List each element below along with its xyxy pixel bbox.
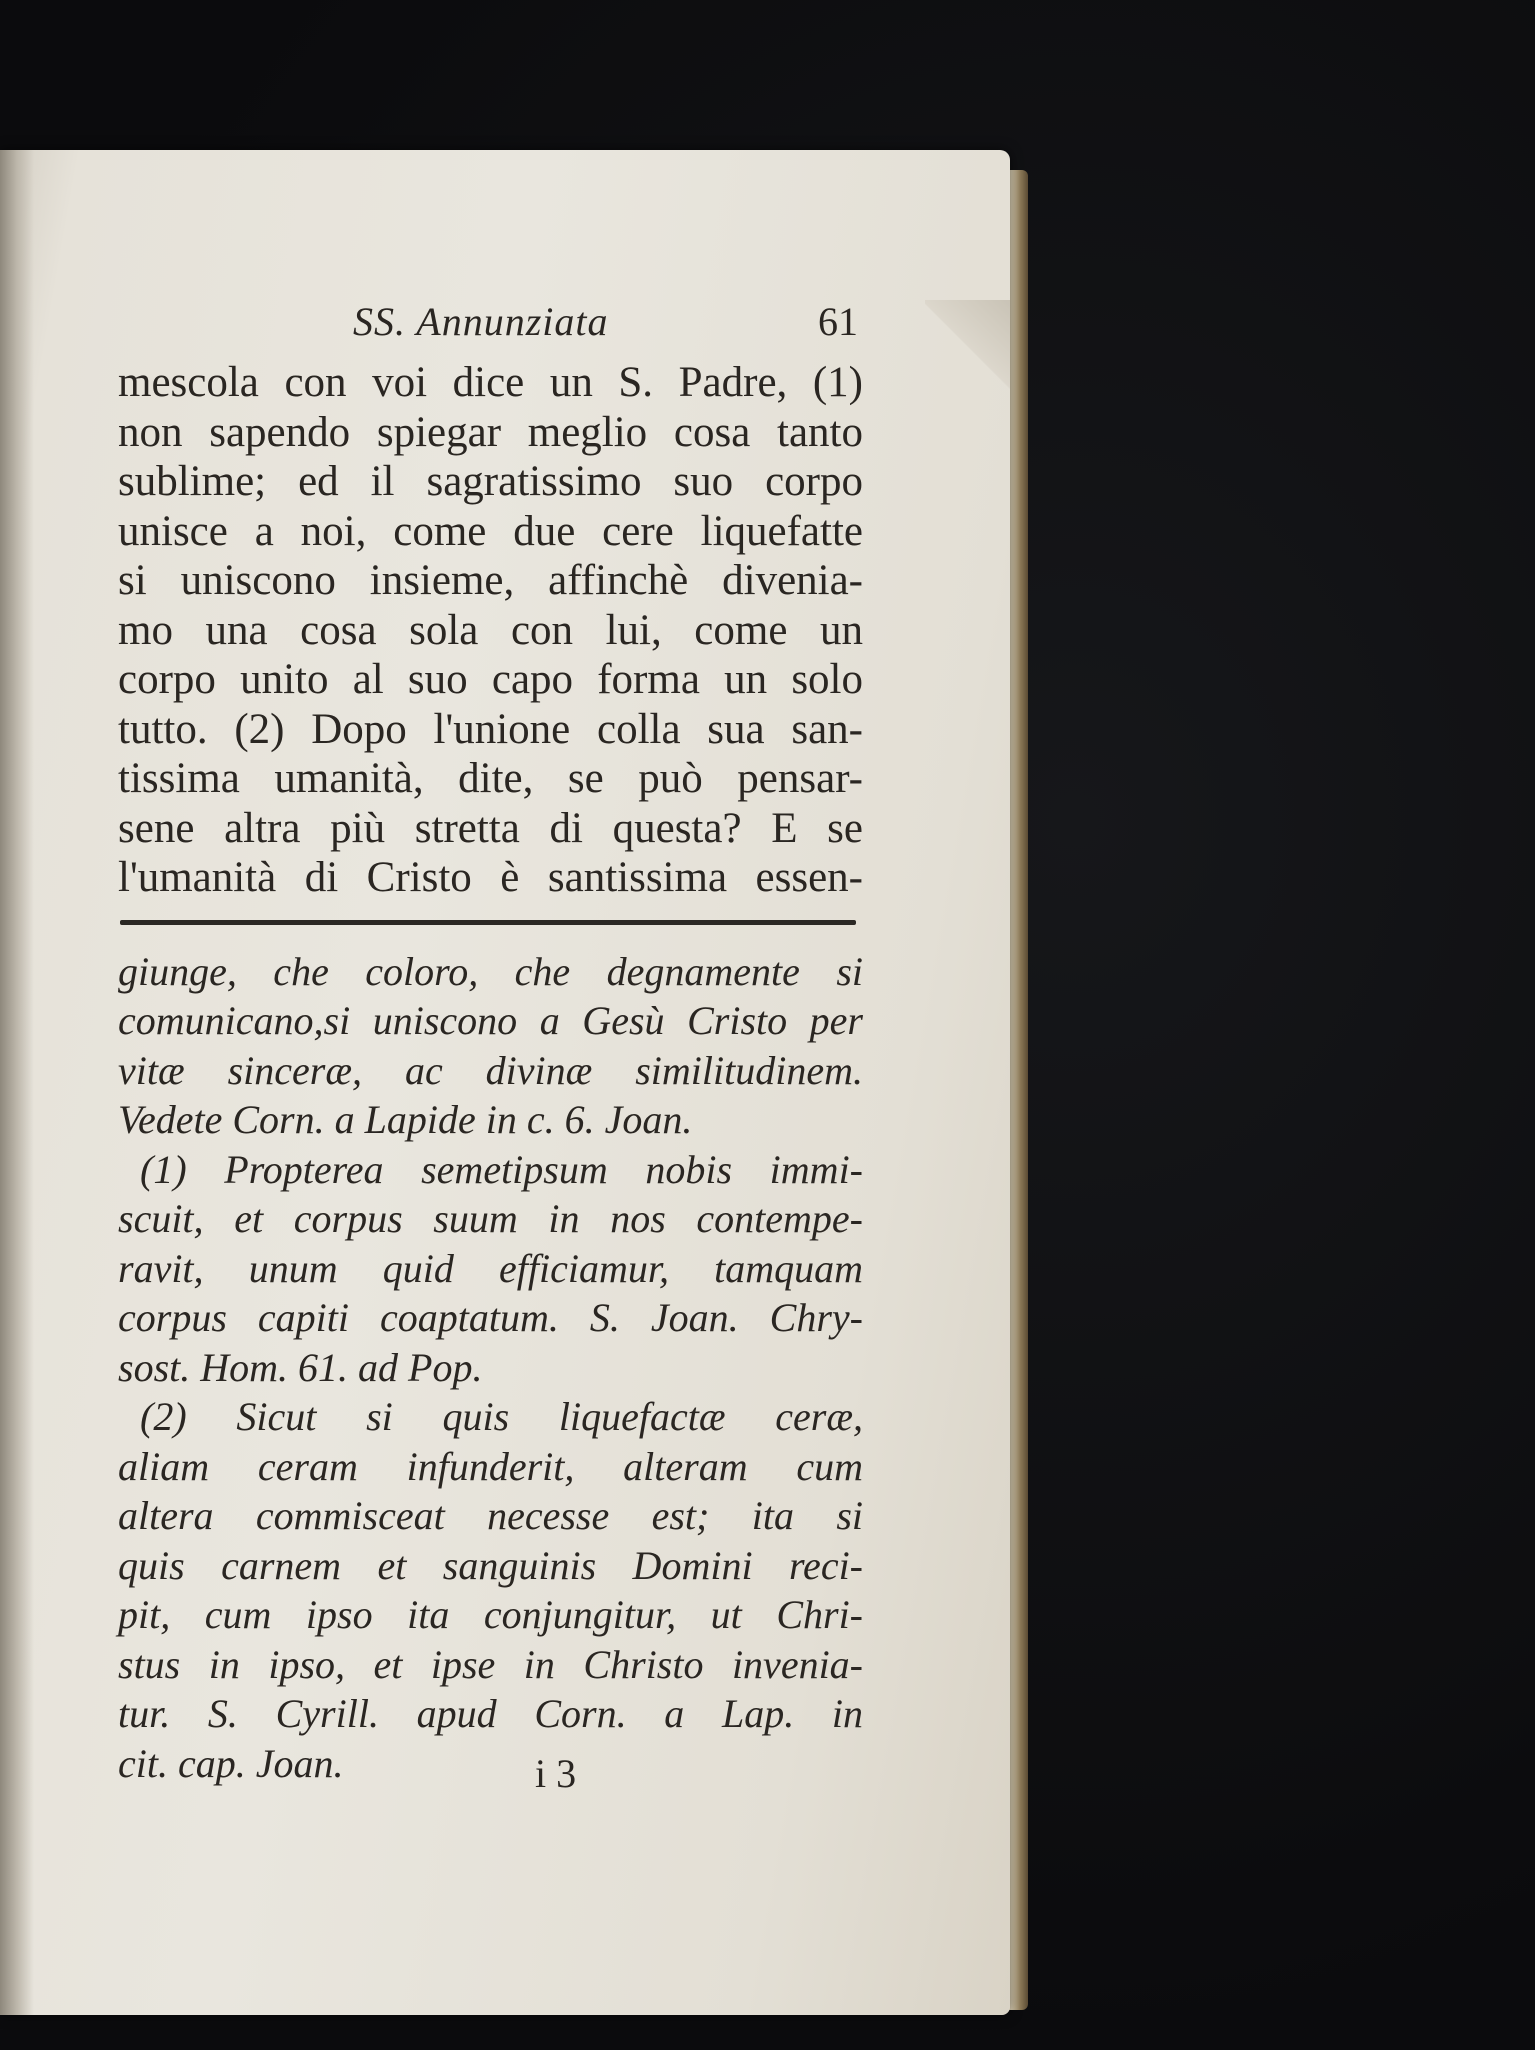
footnote-line: sost. Hom. 61. ad Pop. — [118, 1344, 483, 1390]
main-text-line: tissima umanità, dite, se può pensar- — [118, 755, 863, 802]
footnote-1 — [118, 1145, 863, 1393]
main-text-line: unisce a noi, come due cere liquefatte — [118, 507, 863, 555]
footnote-line: stus in ipso, et ipse in Christo invenia- — [118, 1641, 863, 1687]
footnote-separator-rule — [120, 920, 856, 925]
footnote-line: vitæ sinceræ, ac divinæ similitudinem. — [118, 1047, 863, 1093]
footnote-line: aliam ceram infunderit, alteram cum — [118, 1443, 863, 1489]
footnote-line: giunge, che coloro, che degnamente si — [118, 948, 863, 994]
footnote-line: tur. S. Cyrill. apud Corn. a Lap. in — [118, 1691, 863, 1736]
footnote-line: corpus capiti coaptatum. S. Joan. Chry- — [118, 1295, 863, 1340]
footnote-line: altera commisceat necesse est; ita si — [118, 1493, 863, 1538]
page-corner-fold — [925, 300, 1010, 410]
main-text — [118, 358, 863, 903]
footnote-line: scuit, et corpus suum in nos contempe- — [118, 1196, 863, 1241]
footnote-line: ravit, unum quid efficiamur, tamquam — [118, 1245, 863, 1291]
running-head — [118, 298, 863, 358]
main-text-line: l'umanità di Cristo è santissima essen- — [118, 854, 863, 901]
footnote-line: quis carnem et sanguinis Domini reci- — [118, 1542, 863, 1588]
main-text-line: mescola con voi dice un S. Padre, (1) — [118, 359, 863, 406]
main-text-line: sublime; ed il sagratissimo suo corpo — [118, 458, 863, 505]
footnote-2 — [118, 1392, 863, 1788]
main-text-line: si uniscono insieme, affinchè divenia- — [118, 557, 863, 604]
running-title: SS. Annunziata — [353, 299, 609, 344]
footnote-line: cit. cap. Joan. — [118, 1740, 344, 1786]
main-text-line: tutto. (2) Dopo l'unione colla sua san- — [118, 705, 863, 753]
main-text-line: non sapendo spiegar meglio cosa tanto — [118, 408, 863, 456]
footnote-continuation — [118, 947, 863, 1145]
main-text-line: corpo unito al suo capo forma un solo — [118, 656, 863, 703]
footnote-line: comunicano,si uniscono a Gesù Cristo per — [118, 998, 863, 1043]
footnote-line: pit, cum ipso ita conjungitur, ut Chri- — [118, 1592, 863, 1637]
main-text-line: sene altra più stretta di questa? E se — [118, 804, 863, 852]
footnote-line: (1) Propterea semetipsum nobis immi- — [140, 1146, 863, 1192]
footnote-line: (2) Sicut si quis liquefactæ ceræ, — [140, 1394, 863, 1439]
page-number: 61 — [818, 299, 858, 344]
footnote-line: Vedete Corn. a Lapide in c. 6. Joan. — [118, 1097, 693, 1142]
page-text-block — [118, 298, 863, 1788]
main-text-line: mo una cosa sola con lui, come un — [118, 606, 863, 654]
signature-mark: i 3 — [535, 1751, 577, 1796]
